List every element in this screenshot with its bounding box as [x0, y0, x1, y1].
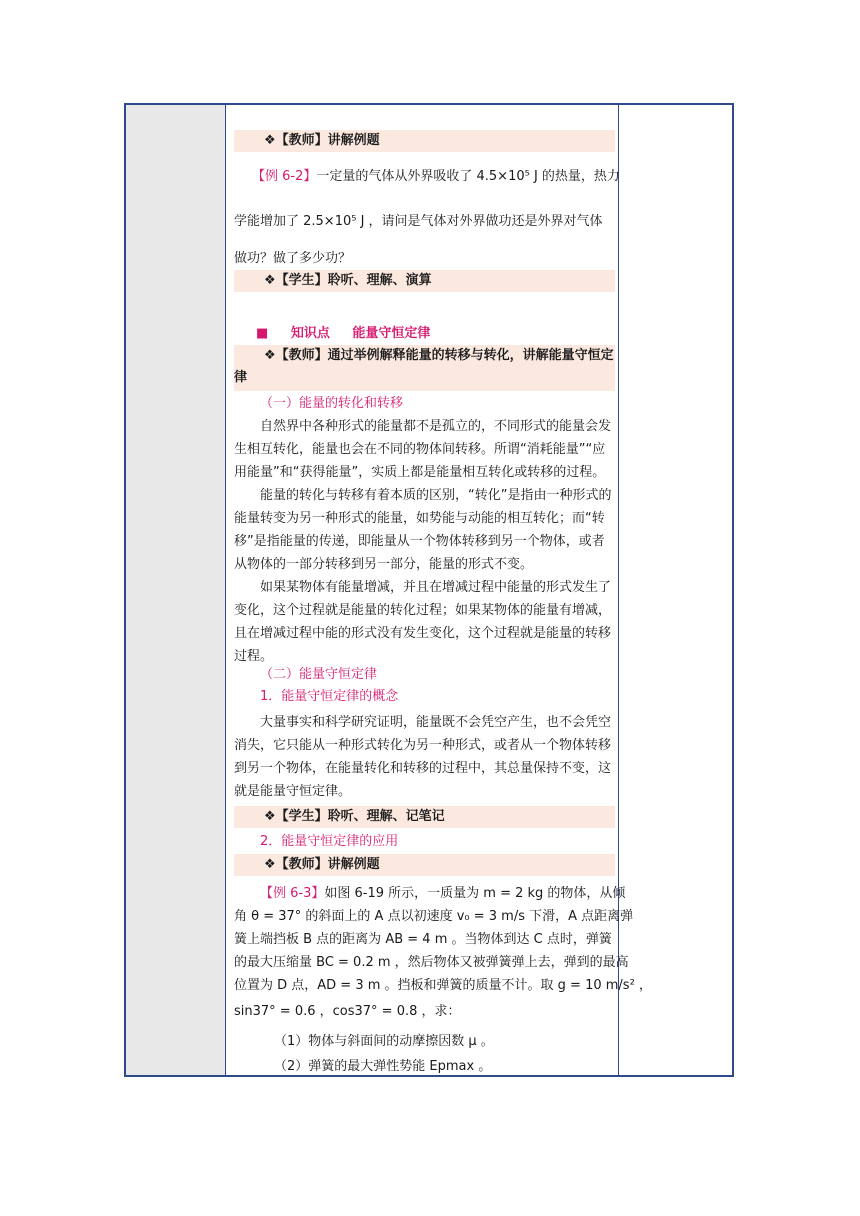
lesson-table [124, 103, 734, 1077]
student-notes-bar: ❖【学生】聆听、理解、记笔记 [234, 806, 615, 828]
paragraph-1: 自然界中各种形式的能量都不是孤立的，不同形式的能量会发生相互转化，能量也会在不同的物体间转移。所谓“消耗能量”“应用能量”和“获得能量”，实质上都是能量相互转化或转移的过程。 [234, 419, 612, 480]
question-1: （1）物体与斜面间的动摩擦因数 μ 。 [274, 1034, 494, 1049]
example-6-2-line-1: 【例 6-2】一定量的气体从外界吸收了 4.5×10⁵ J 的热量，热力 [252, 169, 620, 184]
question-2: （2）弹簧的最大弹性势能 Epmax 。 [274, 1059, 492, 1074]
example-6-3-line-3: 簧上端挡板 B 点的距离为 AB = 4 m 。当物体到达 C 点时，弹簧 [234, 932, 612, 947]
example-6-3-line-6: sin37° = 0.6 ，cos37° = 0.8 ，求： [234, 1004, 461, 1019]
example-6-3-line-2: 角 θ = 37° 的斜面上的 A 点以初速度 v₀ = 3 m/s 下滑，A 点距离弹 [234, 909, 634, 924]
section-2-heading: （二）能量守恒定律 [260, 667, 378, 682]
example-6-2-line-2: 学能增加了 2.5×10⁵ J ，请问是气体对外界做功还是外界对气体 [234, 214, 603, 229]
student-bar: ❖【学生】聆听、理解、演算 [234, 270, 615, 292]
subsection-1-heading: 1．能量守恒定律的概念 [260, 689, 399, 704]
teacher-example-bar: ❖【教师】讲解例题 [234, 130, 615, 152]
kp-bullet: ■ [256, 326, 269, 341]
paragraph-3: 如果某物体有能量增减，并且在增减过程中能量的形式发生了变化，这个过程就是能量的转化过程；如果某物体的能量有增减，且在增减过程中能的形式没有发生变化，这个过程就是能量的转移过程。 [234, 580, 612, 664]
teacher-example-bar-2: ❖【教师】讲解例题 [234, 854, 615, 876]
subsection-2-heading: 2．能量守恒定律的应用 [260, 834, 399, 849]
teacher-energy-bar: ❖【教师】通过举例解释能量的转移与转化，讲解能量守恒定律 [234, 345, 615, 391]
section-1-heading: （一）能量的转化和转移 [260, 396, 404, 411]
content-column [234, 105, 652, 1075]
left-column [126, 105, 226, 1075]
knowledge-point-heading [256, 322, 430, 341]
example-6-2-line-3: 做功？做了多少功？ [234, 251, 352, 266]
paragraph-4: 大量事实和科学研究证明，能量既不会凭空产生，也不会凭空消失，它只能从一种形式转化为另一种形式，或者从一个物体转移到另一个物体，在能量转化和转移的过程中，其总量保持不变，这就是能量守恒定律。 [234, 715, 612, 799]
right-column [618, 105, 732, 1075]
example-6-3-line-1: 【例 6-3】如图 6-19 所示，一质量为 m = 2 kg 的物体，从倾 [260, 886, 626, 901]
kp-title: 能量守恒定律 [352, 326, 431, 341]
example-6-3-line-5: 位置为 D 点，AD = 3 m 。挡板和弹簧的质量不计。取 g = 10 m/s² ， [234, 978, 652, 993]
kp-label: 知识点 [290, 326, 330, 341]
example-6-3-line-4: 的最大压缩量 BC = 0.2 m ，然后物体又被弹簧弹上去，弹到的最高 [234, 955, 629, 970]
paragraph-2: 能量的转化与转移有着本质的区别，“转化”是指由一种形式的能量转变为另一种形式的能量，如势能与动能的相互转化；而“转移”是指能量的传递，即能量从一个物体转移到另一个物体，或者从物体的一部分转移到另一部分，能量的形式不变。 [234, 488, 612, 572]
